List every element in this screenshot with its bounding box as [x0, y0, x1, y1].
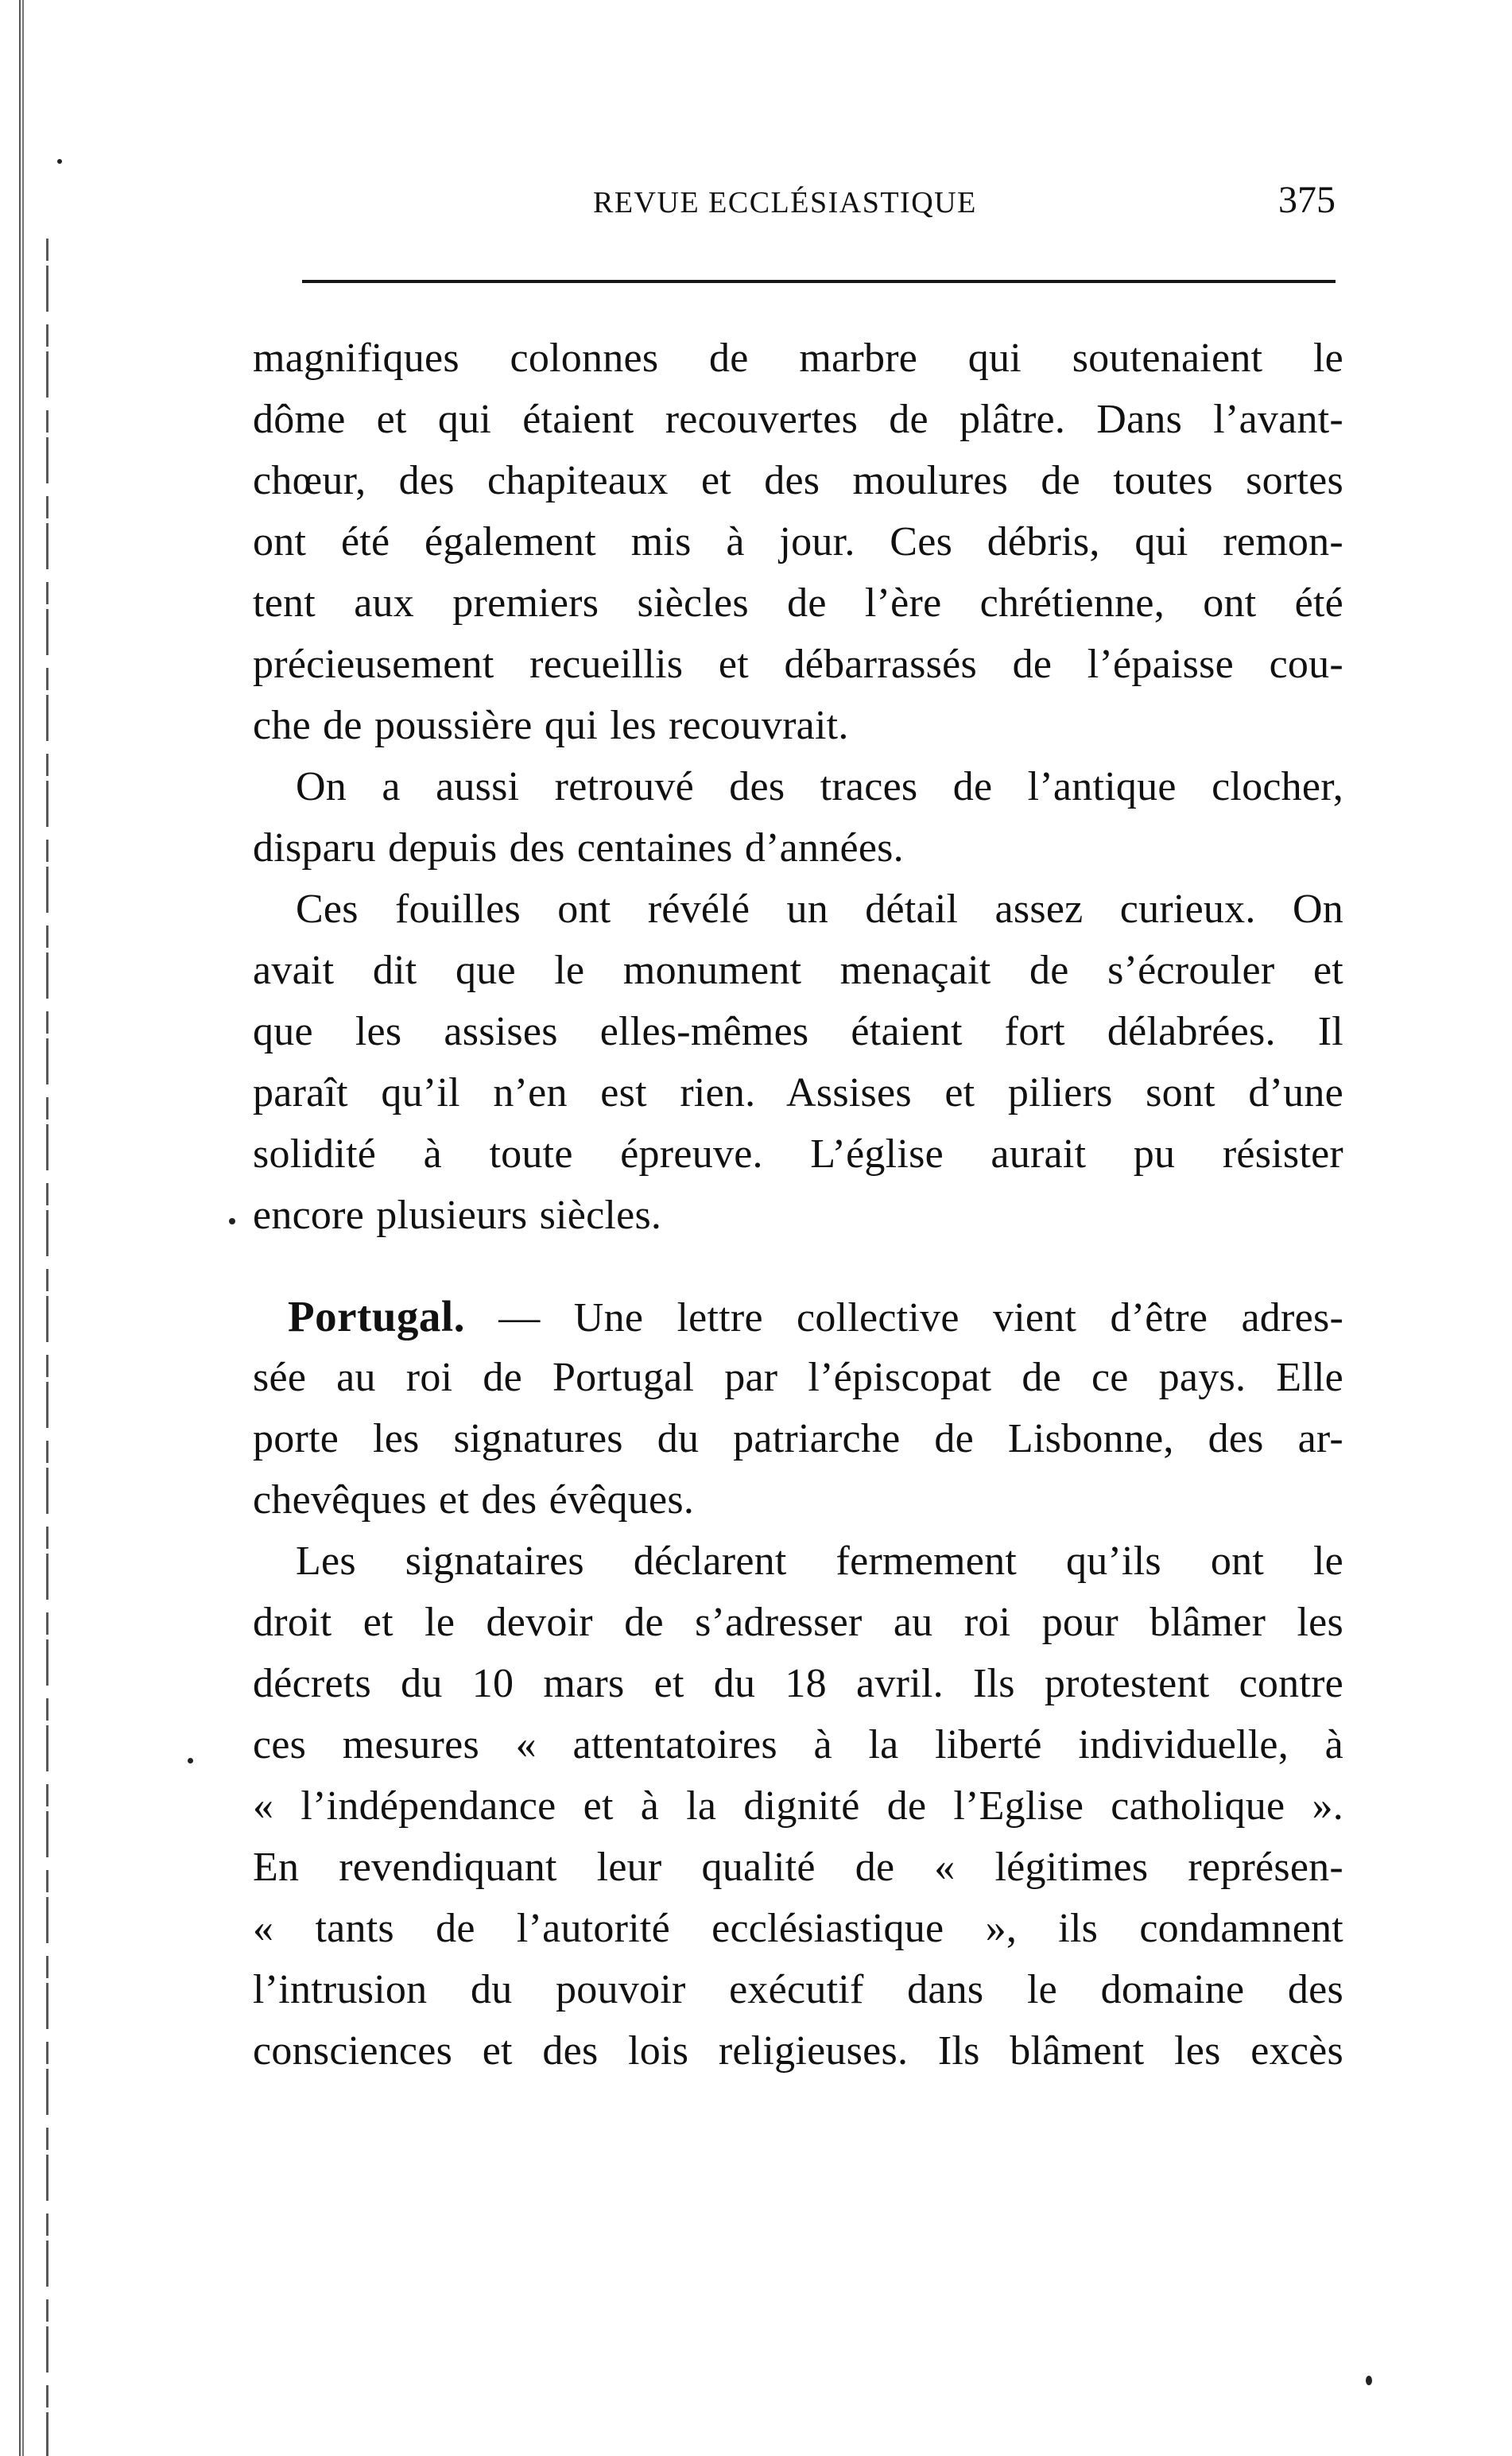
section-first-line: — Une lettre collective vient d’être adres- [498, 1295, 1344, 1341]
text-line: « tants de l’autorité ecclésiastique », ils condamnent [253, 1906, 1343, 1951]
binding-edge-mark [19, 0, 24, 2456]
margin-speck [1366, 2376, 1372, 2385]
margin-speck [188, 1758, 193, 1763]
text-line: dôme et qui étaient recouvertes de plâtre. Dans l’avant- [253, 397, 1343, 442]
text-line: consciences et des lois religieuses. Ils blâment les excès [253, 2028, 1343, 2074]
margin-speck [57, 159, 62, 164]
text-line: On a aussi retrouvé des traces de l’antique clocher, [296, 764, 1343, 809]
text-line: chœur, des chapiteaux et des moulures de toutes sortes [253, 458, 1343, 503]
text-line: solidité à toute épreuve. L’église aurait pu résister [253, 1131, 1343, 1177]
text-line: avait dit que le monument menaçait de s’écrouler et [253, 948, 1343, 993]
text-line: droit et le devoir de s’adresser au roi pour blâmer les [253, 1600, 1343, 1645]
body-text [253, 328, 1343, 2082]
gutter-shadow-mark [46, 239, 48, 2456]
text-line: chevêques et des évêques. [253, 1477, 695, 1523]
margin-speck [229, 1218, 235, 1224]
header-rule [302, 280, 1336, 283]
text-line: paraît qu’il n’en est rien. Assises et piliers sont d’une [253, 1070, 1343, 1115]
page-header [238, 178, 1345, 242]
text-line: disparu depuis des centaines d’années. [253, 825, 904, 871]
text-line: Les signataires déclarent fermement qu’ils ont le [296, 1538, 1343, 1584]
section-spacing [253, 1246, 1343, 1286]
page-number: 375 [1278, 179, 1336, 221]
text-line: « l’indépendance et à la dignité de l’Eglise catholique ». [253, 1783, 1343, 1829]
section-title: Portugal. [288, 1292, 465, 1341]
text-line: l’intrusion du pouvoir exécutif dans le domaine des [253, 1967, 1343, 2012]
section-heading-line [253, 1286, 1343, 1347]
text-line: que les assises elles-mêmes étaient fort délabrées. Il [253, 1009, 1343, 1054]
text-line: magnifiques colonnes de marbre qui soutenaient le [253, 336, 1343, 381]
text-line: décrets du 10 mars et du 18 avril. Ils protestent contre [253, 1661, 1343, 1706]
text-line: sée au roi de Portugal par l’épiscopat de ce pays. Elle [253, 1355, 1343, 1400]
text-line: porte les signatures du patriarche de Lisbonne, des ar- [253, 1416, 1343, 1461]
text-line: encore plusieurs siècles. [253, 1193, 662, 1238]
text-line: tent aux premiers siècles de l’ère chrétienne, ont été [253, 580, 1343, 626]
text-line: précieusement recueillis et débarrassés de l’épaisse cou- [253, 642, 1343, 687]
running-title: REVUE ECCLÉSIASTIQUE [593, 186, 977, 219]
text-line: Ces fouilles ont révélé un détail assez curieux. On [296, 887, 1343, 932]
text-line: ces mesures « attentatoires à la liberté individuelle, à [253, 1722, 1343, 1767]
text-line: ont été également mis à jour. Ces débris, qui remon- [253, 519, 1343, 565]
text-line: che de poussière qui les recouvrait. [253, 703, 849, 748]
text-line: En revendiquant leur qualité de « légitimes représen- [253, 1845, 1343, 1890]
